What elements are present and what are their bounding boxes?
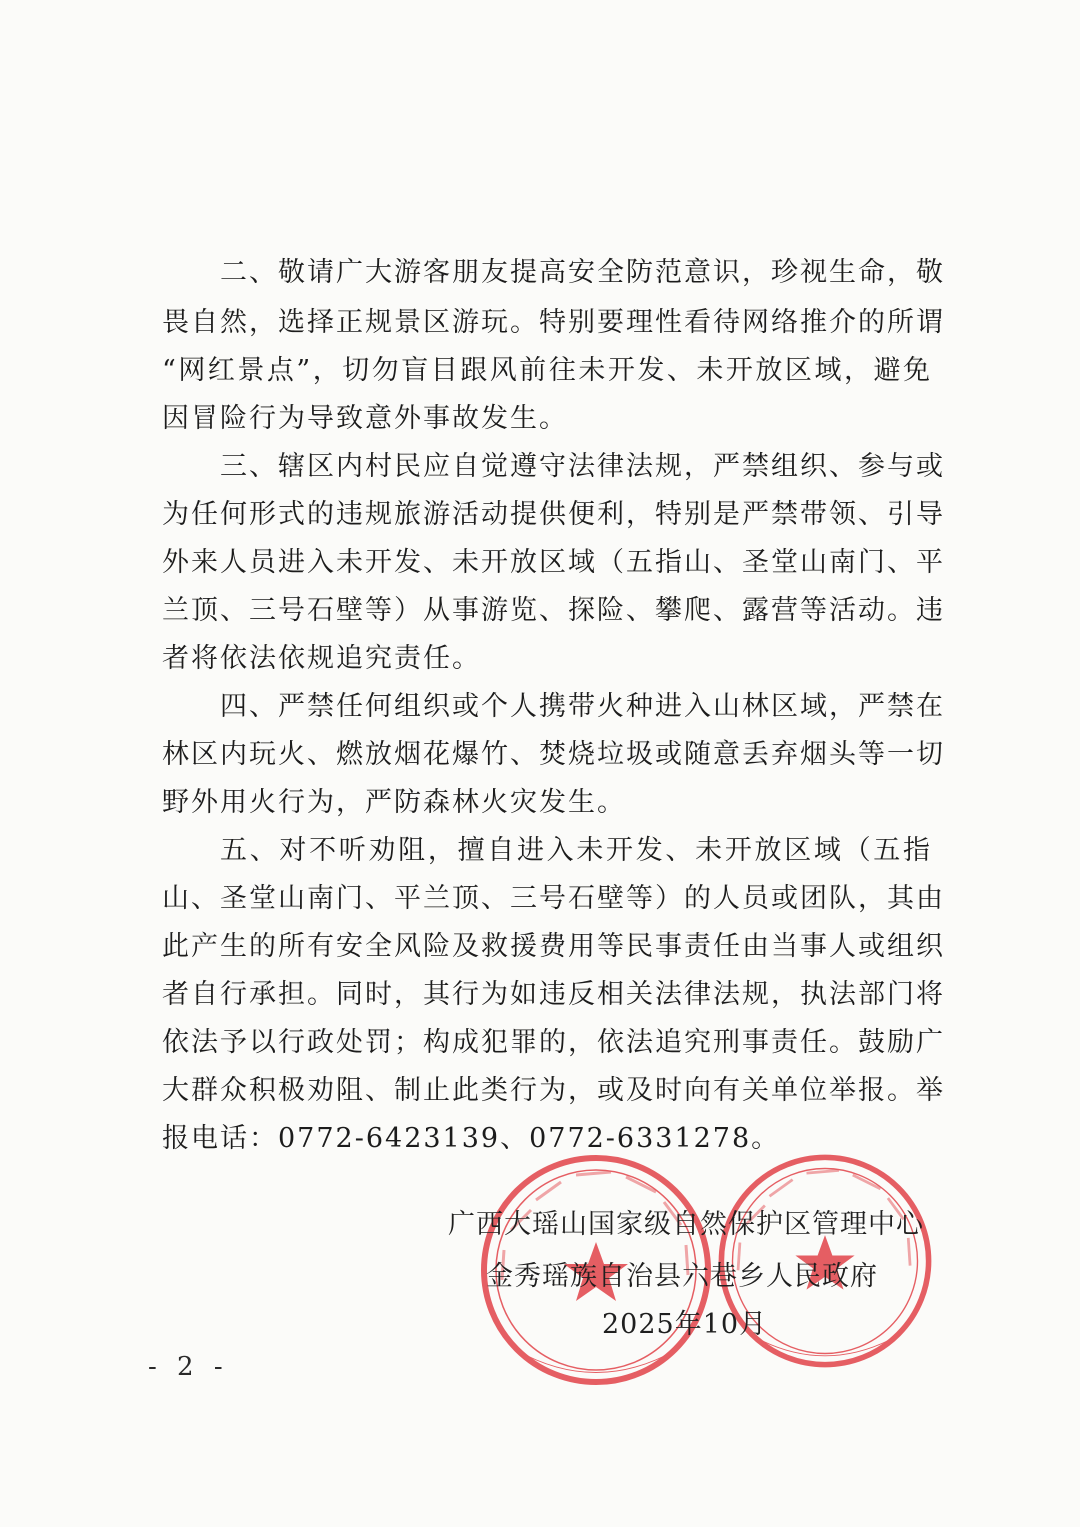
paragraph-3-line: 三、辖区内村民应自觉遵守法律法规，严禁组织、参与或 <box>220 451 945 482</box>
paragraph-2-line: 因冒险行为导致意外事故发生。 <box>162 403 568 434</box>
paragraph-2-line: “网红景点”，切勿盲目跟风前往未开发、未开放区域，避免 <box>162 355 932 386</box>
paragraph-3-line: 者将依法依规追究责任。 <box>162 643 481 674</box>
paragraph-4-line: 四、严禁任何组织或个人携带火种进入山林区域，严禁在 <box>220 691 945 722</box>
paragraph-4-line: 林区内玩火、燃放烟花爆竹、焚烧垃圾或随意丢弃烟头等一切 <box>162 739 945 770</box>
paragraph-3-line: 为任何形式的违规旅游活动提供便利，特别是严禁带领、引导 <box>162 499 945 530</box>
paragraph-5-line: 依法予以行政处罚；构成犯罪的，依法追究刑事责任。鼓励广 <box>162 1027 945 1058</box>
signatory-organization-2: 金秀瑶族自治县六巷乡人民政府 <box>486 1261 878 1292</box>
document-date: 2025年10月 <box>602 1309 768 1340</box>
paragraph-5-line: 此产生的所有安全风险及救援费用等民事责任由当事人或组织 <box>162 931 945 962</box>
paragraph-2-line: 畏自然，选择正规景区游玩。特别要理性看待网络推介的所谓 <box>162 307 945 338</box>
paragraph-3-line: 外来人员进入未开发、未开放区域（五指山、圣堂山南门、平 <box>162 547 945 578</box>
signatory-organization-1: 广西大瑶山国家级自然保护区管理中心 <box>448 1209 924 1240</box>
paragraph-5-line: 大群众积极劝阻、制止此类行为，或及时向有关单位举报。举 <box>162 1075 945 1106</box>
paragraph-5-line: 报电话：0772-6423139、0772-6331278。 <box>162 1123 781 1154</box>
paragraph-5-line: 五、对不听劝阻，擅自进入未开发、未开放区域（五指 <box>220 835 932 866</box>
page-number: - 2 - <box>148 1352 229 1382</box>
paragraph-5-line: 者自行承担。同时，其行为如违反相关法律法规，执法部门将 <box>162 979 945 1010</box>
paragraph-4-line: 野外用火行为，严防森林火灾发生。 <box>162 787 626 818</box>
paragraph-2-line: 二、敬请广大游客朋友提高安全防范意识，珍视生命，敬 <box>220 257 945 288</box>
paragraph-3-line: 兰顶、三号石壁等）从事游览、探险、攀爬、露营等活动。违 <box>162 595 945 626</box>
paragraph-5-line: 山、圣堂山南门、平兰顶、三号石壁等）的人员或团队，其由 <box>162 883 945 914</box>
